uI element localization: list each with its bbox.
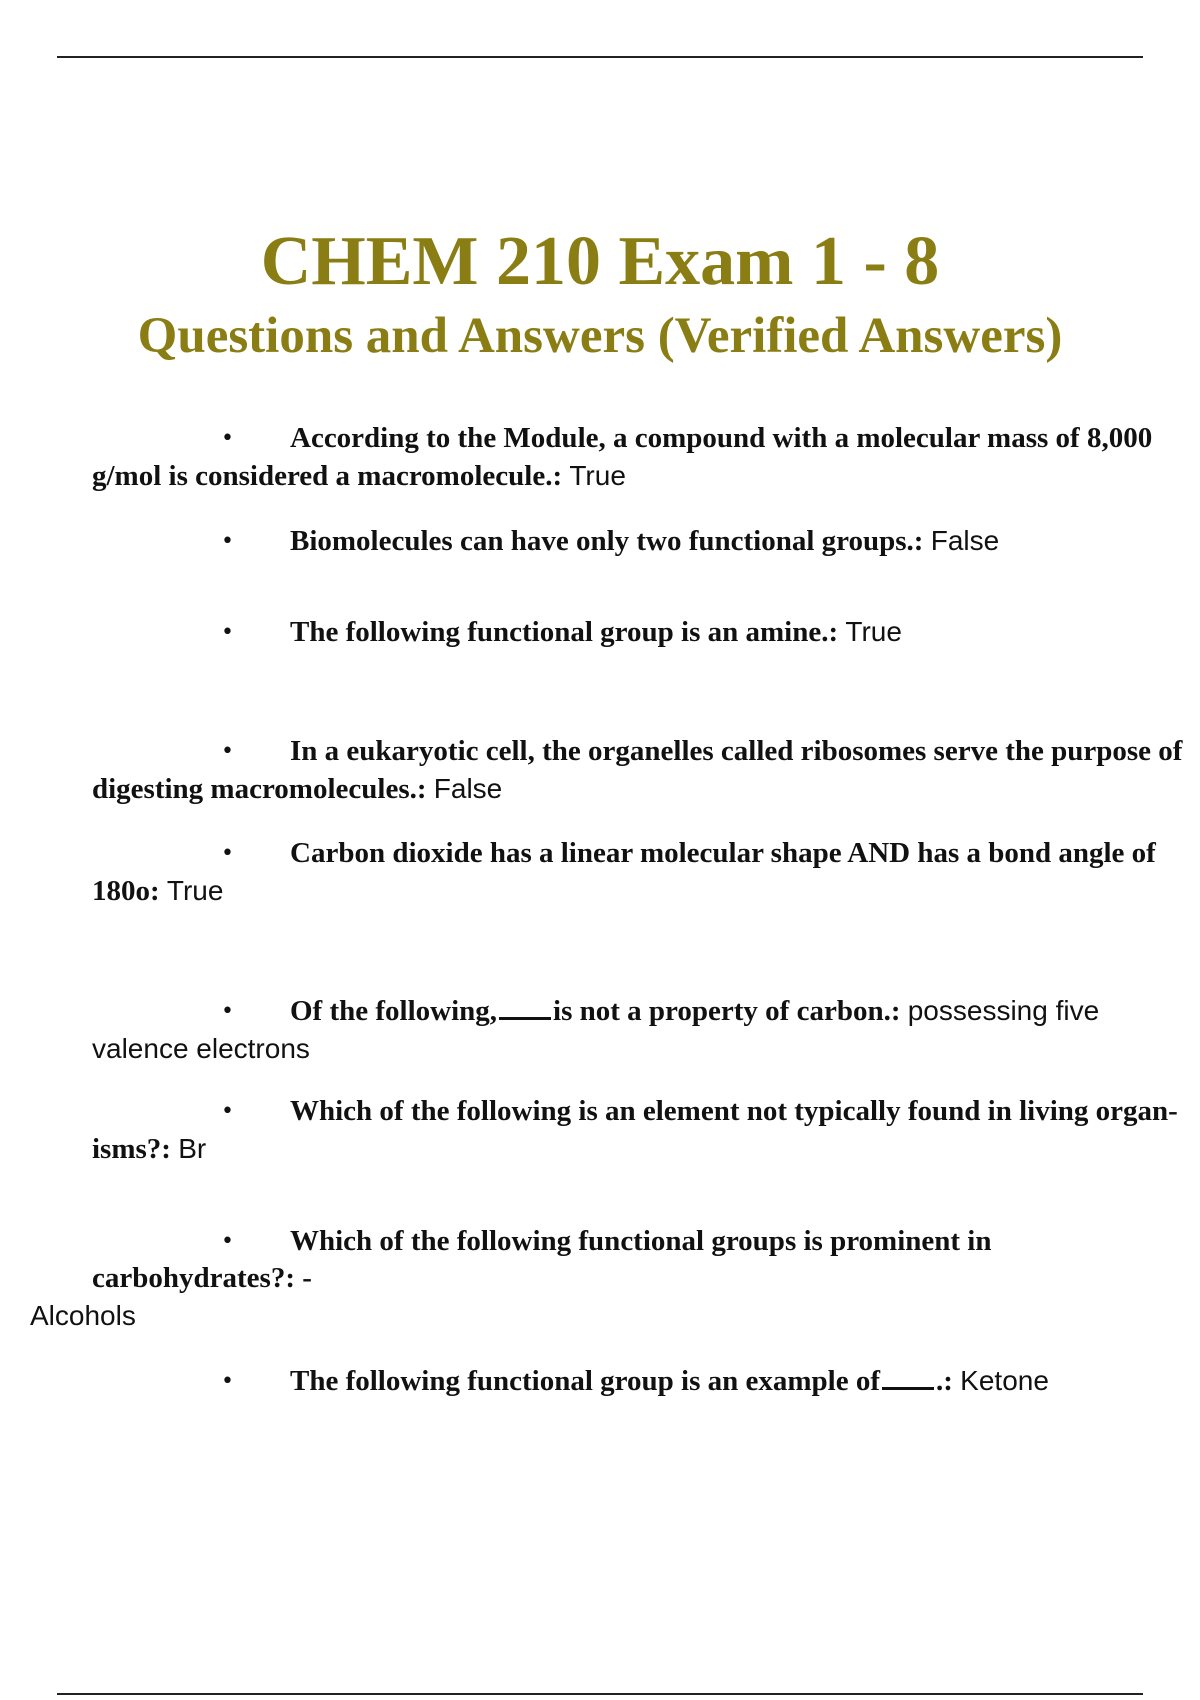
qa-item: [92, 522, 1192, 560]
bullet: •: [221, 620, 234, 645]
answer-text: True: [166, 875, 224, 906]
question-text: In a eukaryotic cell, the organelles called ribosomes serve the purpose of digesting macromolecules.:: [92, 735, 1183, 805]
answer-text: Br: [178, 1133, 207, 1164]
top-rule: [57, 56, 1143, 58]
bullet: •: [221, 1369, 234, 1394]
question-text: Which of the following is an element not typically found in living organ- isms?:: [92, 1095, 1178, 1165]
document-subtitle: Questions and Answers (Verified Answers): [137, 308, 1063, 364]
document-title: CHEM 210 Exam 1 - 8: [260, 223, 940, 300]
question-text-before: Of the following,: [290, 995, 498, 1027]
qa-item: [92, 733, 1192, 808]
answer-text: True: [845, 616, 902, 647]
question-text: Carbon dioxide has a linear molecular shape AND has a bond angle of 180o:: [92, 837, 1156, 907]
question-text-after: is not a property of carbon.:: [553, 995, 901, 1027]
bullet: •: [221, 999, 234, 1024]
question-text: According to the Module, a compound with a molecular mass of 8,000 g/mol is considered a macromolecule.:: [92, 422, 1153, 492]
qa-item: [92, 1223, 1192, 1297]
bottom-rule: [57, 1693, 1143, 1695]
qa-item: [92, 1093, 1192, 1168]
bullet: •: [221, 426, 234, 451]
answer-text: Alcohols: [30, 1300, 136, 1331]
qa-item: [92, 420, 1192, 495]
answer-text: Ketone: [960, 1365, 1049, 1396]
bullet: •: [221, 529, 234, 554]
answer-text: False: [930, 525, 1000, 556]
qa-item: [92, 1362, 1192, 1400]
answer-text: True: [569, 460, 626, 491]
qa-item: [92, 835, 1192, 910]
qa-item: [92, 992, 1192, 1068]
question-text: Which of the following functional groups is prominent in carbohydrates?: -: [92, 1225, 992, 1294]
answer-blank: [499, 993, 551, 1020]
answer-blank: [882, 1363, 934, 1390]
bullet: •: [221, 739, 234, 764]
answer-text: False: [433, 773, 503, 804]
bullet: •: [221, 1229, 234, 1254]
question-text-after: .:: [936, 1365, 953, 1397]
question-text: The following functional group is an amine.:: [290, 616, 839, 648]
answer-text: possessing five valence electrons: [92, 995, 1100, 1064]
question-text: Biomolecules can have only two functional groups.:: [290, 525, 924, 557]
bullet: •: [221, 841, 234, 866]
question-text-before: The following functional group is an example of: [290, 1365, 880, 1397]
bullet: •: [221, 1099, 234, 1124]
qa-item: [92, 613, 1192, 651]
